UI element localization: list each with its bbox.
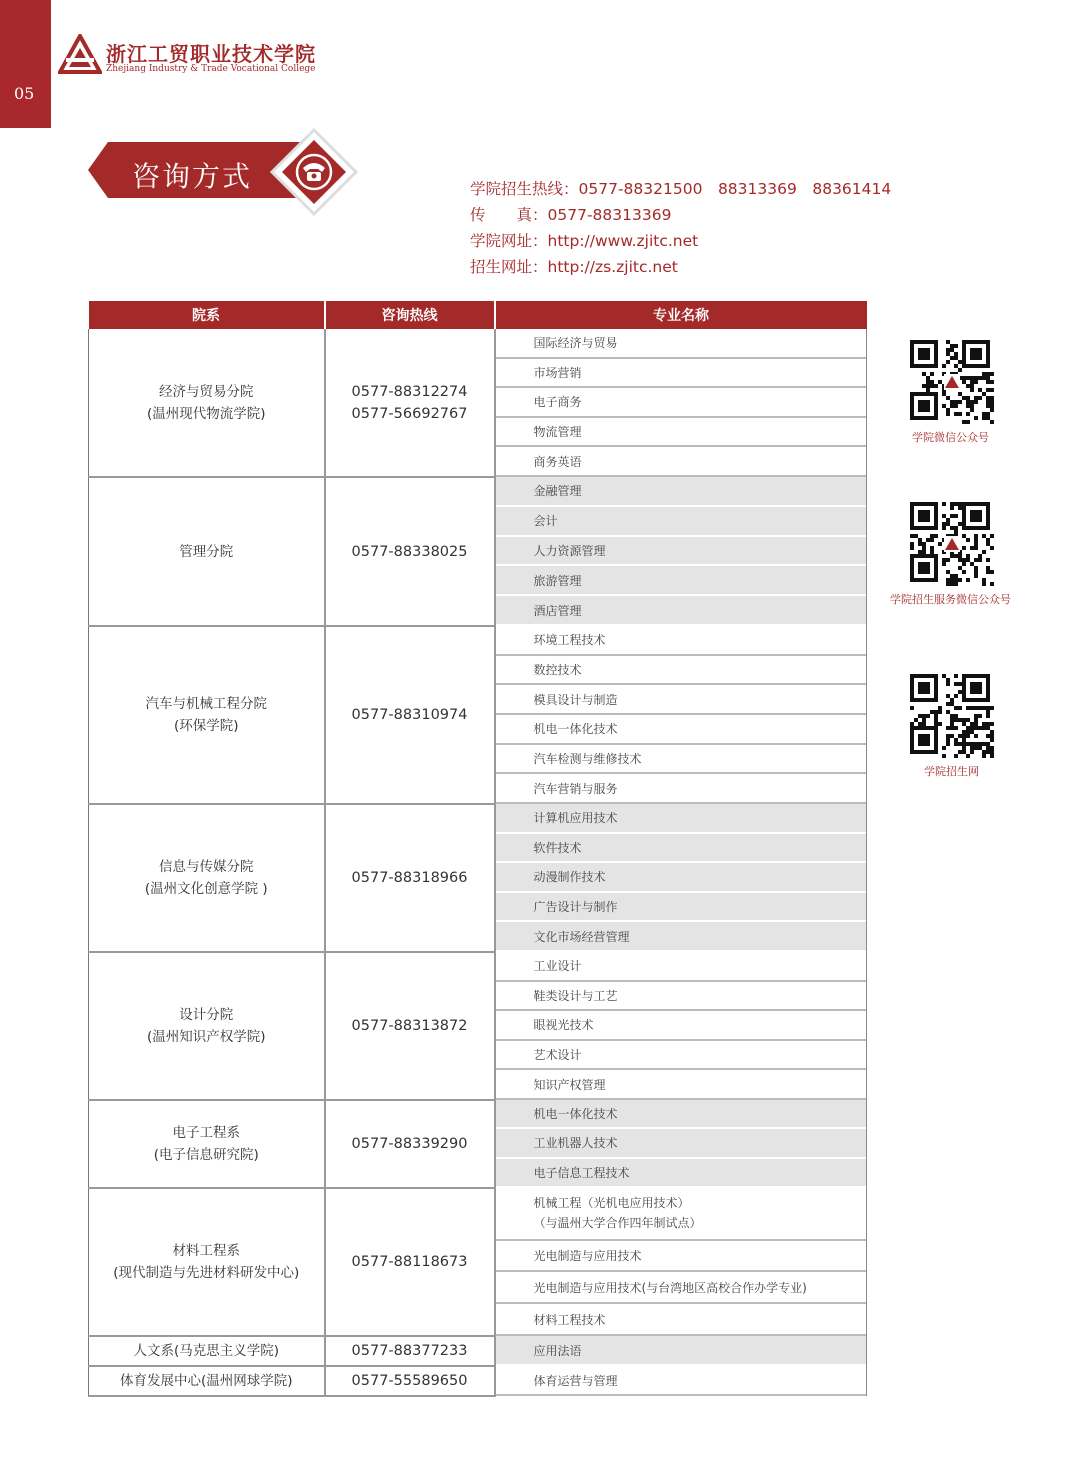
college-name-en: Zhejiang Industry & Trade Vocational College — [106, 64, 316, 74]
major-item: 眼视光技术 — [496, 1011, 867, 1041]
majors-cell — [495, 1100, 867, 1188]
website-row — [470, 228, 891, 254]
department-name: 体育发展中心(温州网球学院) — [119, 1373, 293, 1389]
hotline-row — [470, 176, 891, 202]
major-item: 广告设计与制作 — [496, 893, 867, 923]
department-cell — [89, 626, 325, 804]
table-row — [89, 804, 867, 952]
hotline-number: 0577-56692767 — [351, 405, 468, 422]
department-name: (现代制造与先进材料研发中心) — [113, 1265, 300, 1281]
fax-value: 0577-88313369 — [547, 206, 672, 224]
department-cell — [89, 804, 325, 952]
fax-label: 传 真： — [470, 206, 548, 224]
major-list — [496, 329, 867, 477]
majors-cell — [495, 952, 867, 1100]
qr-caption-admission-site: 学院招生网 — [924, 765, 979, 778]
department-name: 电子工程系 — [172, 1125, 240, 1141]
qr-caption-admission-wechat: 学院招生服务微信公众号 — [890, 593, 1011, 606]
major-item: 数控技术 — [496, 656, 867, 686]
major-list — [496, 952, 867, 1100]
major-item: 国际经济与贸易 — [496, 329, 867, 359]
major-item: 会计 — [496, 507, 867, 537]
majors-cell — [495, 1188, 867, 1336]
major-item: 环境工程技术 — [496, 626, 867, 656]
department-name: 人文系(马克思主义学院) — [133, 1343, 280, 1359]
department-cell — [89, 1336, 325, 1366]
hotline-cell — [325, 804, 495, 952]
admission-site-row — [470, 254, 891, 280]
website-link[interactable]: http://www.zjitc.net — [547, 232, 699, 250]
major-item: 光电制造与应用技术(与台湾地区高校合作办学专业) — [496, 1272, 867, 1304]
hotline-value: 0577-88321500 88313369 88361414 — [578, 180, 892, 198]
major-item: 金融管理 — [496, 477, 867, 507]
department-name: 信息与传媒分院 — [159, 859, 254, 875]
major-item: 物流管理 — [496, 418, 867, 448]
major-list — [496, 1100, 867, 1188]
qr-code-wechat-icon — [910, 340, 994, 424]
major-item: 机械工程（光机电应用技术） （与温州大学合作四年制试点） — [496, 1188, 867, 1241]
major-item: 汽车检测与维修技术 — [496, 745, 867, 775]
department-name: 经济与贸易分院 — [159, 383, 254, 400]
admission-site-label: 招生网址： — [470, 258, 548, 276]
college-name-cn: 浙江工贸职业技术学院 — [106, 42, 316, 66]
department-name: (温州现代物流学院) — [146, 405, 266, 422]
hotline-cell — [325, 1366, 495, 1396]
major-list — [496, 1336, 867, 1366]
page-number: 05 — [14, 84, 35, 103]
major-item: 商务英语 — [496, 447, 867, 477]
major-list — [496, 1188, 867, 1336]
major-list — [496, 626, 867, 804]
fax-row — [470, 202, 891, 228]
majors-cell — [495, 477, 867, 626]
hotline-cell — [325, 1188, 495, 1336]
college-logo-icon — [58, 34, 102, 74]
admission-site-link[interactable]: http://zs.zjitc.net — [547, 258, 678, 276]
major-item: 汽车营销与服务 — [496, 774, 867, 804]
major-list — [496, 477, 867, 626]
department-cell — [89, 952, 325, 1100]
hotline-number: 0577-88318966 — [351, 870, 468, 886]
major-item: 体育运营与管理 — [496, 1366, 867, 1396]
qr-caption-wechat: 学院微信公众号 — [912, 431, 989, 444]
phone-icon — [270, 128, 358, 216]
hotline-label: 学院招生热线： — [470, 180, 579, 198]
major-item: 软件技术 — [496, 834, 867, 864]
table-row — [89, 477, 867, 626]
table-row — [89, 626, 867, 804]
major-item: 工业设计 — [496, 952, 867, 982]
major-item: 模具设计与制造 — [496, 685, 867, 715]
department-table — [88, 301, 867, 1397]
department-cell — [89, 329, 325, 477]
hotline-number: 0577-88310974 — [351, 707, 468, 723]
table-row — [89, 1188, 867, 1336]
header-majors: 专业名称 — [495, 301, 867, 329]
major-item: 电子信息工程技术 — [496, 1159, 867, 1188]
department-name: (温州知识产权学院) — [146, 1029, 266, 1045]
department-name: (电子信息研究院) — [153, 1147, 259, 1163]
table-row — [89, 952, 867, 1100]
majors-cell — [495, 804, 867, 952]
qr-code-admission-wechat-icon — [910, 502, 994, 586]
page-number-tab — [0, 0, 51, 128]
department-name: 设计分院 — [179, 1007, 234, 1023]
department-cell — [89, 1188, 325, 1336]
qr-code-admission-site-icon — [910, 674, 994, 758]
major-item: 酒店管理 — [496, 596, 867, 626]
table-header — [89, 301, 867, 329]
department-cell — [89, 1100, 325, 1188]
hotline-cell — [325, 1100, 495, 1188]
major-item: 工业机器人技术 — [496, 1129, 867, 1158]
major-item: 鞋类设计与工艺 — [496, 982, 867, 1012]
contact-info — [470, 176, 891, 280]
major-item: 光电制造与应用技术 — [496, 1241, 867, 1273]
table-row — [89, 329, 867, 477]
hotline-number: 0577-55589650 — [351, 1373, 468, 1389]
major-item: 艺术设计 — [496, 1041, 867, 1071]
hotline-cell — [325, 626, 495, 804]
major-item: 机电一体化技术 — [496, 1100, 867, 1129]
hotline-cell — [325, 1336, 495, 1366]
department-name: (环保学院) — [173, 718, 239, 734]
header-hotline: 咨询热线 — [325, 301, 495, 329]
hotline-cell — [325, 477, 495, 626]
major-item: 人力资源管理 — [496, 537, 867, 567]
department-name: 材料工程系 — [172, 1243, 240, 1259]
department-name: 汽车与机械工程分院 — [145, 696, 267, 712]
majors-cell — [495, 626, 867, 804]
major-item: 应用法语 — [496, 1336, 867, 1366]
table-row — [89, 1336, 867, 1366]
hotline-cell — [325, 952, 495, 1100]
major-item: 动漫制作技术 — [496, 863, 867, 893]
major-item: 旅游管理 — [496, 566, 867, 596]
hotline-number: 0577-88312274 — [351, 383, 468, 400]
section-title: 咨询方式 — [132, 160, 253, 193]
table-row — [89, 1366, 867, 1396]
major-list — [496, 1366, 867, 1396]
majors-cell — [495, 1336, 867, 1366]
major-item: 知识产权管理 — [496, 1070, 867, 1100]
major-item: 电子商务 — [496, 388, 867, 418]
major-item: 材料工程技术 — [496, 1304, 867, 1336]
department-name: 管理分院 — [179, 543, 234, 560]
header-department: 院系 — [89, 301, 325, 329]
hotline-cell — [325, 329, 495, 477]
hotline-number: 0577-88377233 — [351, 1343, 468, 1359]
hotline-number: 0577-88313872 — [351, 1018, 468, 1034]
hotline-number: 0577-88339290 — [351, 1136, 468, 1152]
major-list — [496, 804, 867, 952]
hotline-number: 0577-88118673 — [351, 1254, 468, 1270]
major-item: 市场营销 — [496, 359, 867, 389]
major-item: 机电一体化技术 — [496, 715, 867, 745]
hotline-number: 0577-88338025 — [351, 543, 468, 560]
table-row — [89, 1100, 867, 1188]
department-cell — [89, 1366, 325, 1396]
major-item: 文化市场经营管理 — [496, 922, 867, 952]
majors-cell — [495, 329, 867, 477]
department-cell — [89, 477, 325, 626]
majors-cell — [495, 1366, 867, 1396]
major-item: 计算机应用技术 — [496, 804, 867, 834]
website-label: 学院网址： — [470, 232, 548, 250]
department-name: (温州文化创意学院 ) — [144, 881, 268, 897]
